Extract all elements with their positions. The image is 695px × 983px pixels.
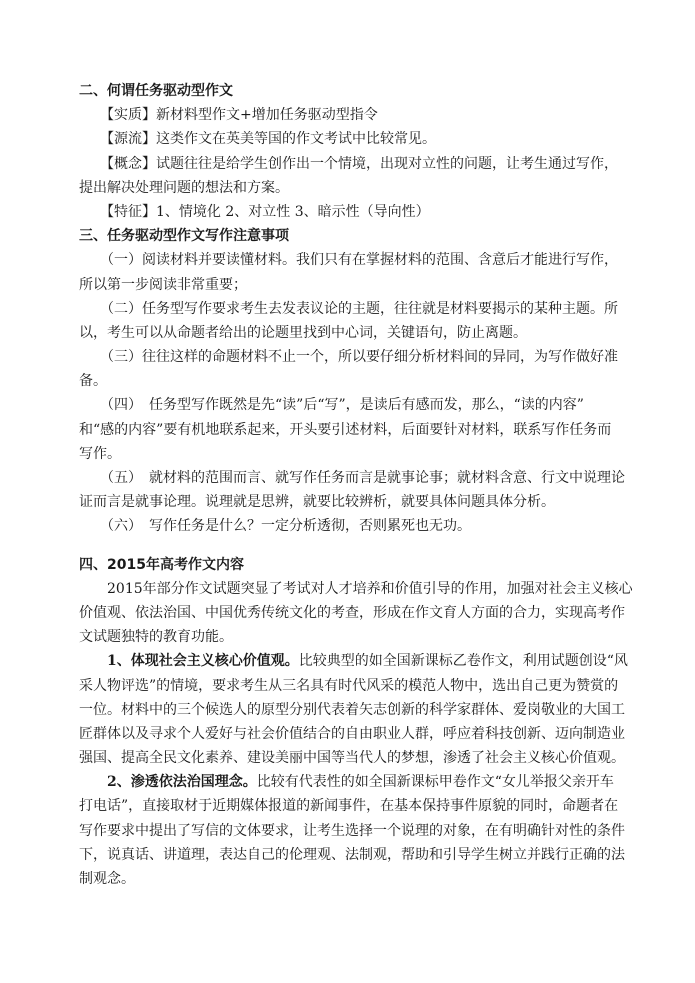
paragraph-line: 2015年部分作文试题突显了考试对人才培养和价值引导的作用，加强对社会主义核心 bbox=[107, 580, 633, 597]
paragraph-line: （三）往往这样的命题材料不止一个，所以要仔细分析材料间的异同，为写作做好准 bbox=[100, 349, 618, 366]
section-heading-3: 三、任务驱动型作文写作注意事项 bbox=[79, 228, 289, 245]
paragraph-line bbox=[79, 649, 628, 673]
paragraph-line: （一）阅读材料并要读懂材料。我们只有在掌握材料的范围、含意后才能进行写作， bbox=[100, 252, 618, 269]
paragraph-line: 打电话”，直接取材于近期媒体报道的新闻事件，在基本保持事件原貌的同时，命题者在 bbox=[79, 798, 619, 815]
paragraph-line: 强国、提高全民文化素养、建设美丽中国等当代人的梦想，渗透了社会主义核心价值观。 bbox=[79, 750, 625, 767]
paragraph-line: 备。 bbox=[79, 373, 107, 390]
definition-line: 【特征】1、情境化 2、对立性 3、暗示性（导向性） bbox=[100, 203, 430, 220]
definition-line: 【源流】这类作文在英美等国的作文考试中比较常见。 bbox=[100, 131, 436, 148]
paragraph-line bbox=[79, 770, 621, 794]
paragraph-line: 证而言是就事论理。说理就是思辨，就要比较辨析，就要具体问题具体分析。 bbox=[79, 494, 555, 511]
paragraph-line: 采人物评选”的情境，要求考生从三名具有时代风采的模范人物中，选出自己更为赞赏的 bbox=[79, 677, 619, 694]
paragraph-line: 写作要求中提出了写信的文体要求，让考生选择一个说理的对象，在有明确针对性的条件 bbox=[79, 822, 625, 839]
paragraph-line: 和“感的内容”要有机地联系起来，开头要引述材料，后面要针对材料，联系写作任务而 bbox=[79, 421, 612, 438]
paragraph-line: 写作。 bbox=[79, 445, 121, 462]
paragraph-line: （四） 任务型写作既然是先“读”后“写”，是读后有感而发，那么，“读的内容” bbox=[100, 397, 584, 414]
point-title-2: 2、渗透依法治国理念。 bbox=[107, 774, 257, 791]
paragraph-line: （二）任务型写作要求考生去发表议论的主题，往往就是材料要揭示的某种主题。所 bbox=[100, 300, 618, 317]
point-title-1: 1、体现社会主义核心价值观。 bbox=[107, 653, 299, 670]
paragraph-line: 文试题独特的教育功能。 bbox=[79, 629, 233, 646]
paragraph-line: 以，考生可以从命题者给出的论题里找到中心词，关键语句，防止离题。 bbox=[79, 324, 527, 341]
paragraph-line: 下，说真话、讲道理，表达自己的伦理观、法制观，帮助和引导学生树立并践行正确的法 bbox=[79, 846, 625, 863]
paragraph-line: 制观念。 bbox=[79, 871, 135, 887]
definition-line: 【概念】试题往往是给学生创作出一个情境，出现对立性的问题，让考生通过写作， bbox=[100, 155, 618, 172]
paragraph-line: 一位。材料中的三个候选人的原型分别代表着矢志创新的科学家群体、爱岗敬业的大国工 bbox=[79, 701, 625, 718]
paragraph-line: 匠群体以及寻求个人爱好与社会价值结合的自由职业人群，呼应着科技创新、迈向制造业 bbox=[79, 725, 625, 742]
section-heading-4: 四、2015年高考作文内容 bbox=[79, 556, 244, 573]
paragraph-line: 所以第一步阅读非常重要； bbox=[79, 276, 247, 293]
definition-line: 【实质】新材料型作文+增加任务驱动型指令 bbox=[100, 107, 378, 124]
section-gap bbox=[79, 539, 621, 553]
paragraph-line: （五） 就材料的范围而言、就写作任务而言是就事论事；就材料含意、行文中说理论 bbox=[100, 470, 625, 486]
point-text: 比较典型的如全国新课标乙卷作文，利用试题创设“风 bbox=[298, 653, 628, 670]
document-body bbox=[79, 79, 633, 891]
definition-line: 提出解决处理问题的想法和方案。 bbox=[79, 179, 289, 196]
paragraph-line: （六） 写作任务是什么？一定分析透彻，否则累死也无功。 bbox=[100, 518, 471, 535]
point-text: 比较有代表性的如全国新课标甲卷作文“女儿举报父亲开车 bbox=[256, 774, 614, 791]
paragraph-line: 价值观、依法治国、中国优秀传统文化的考查，形成在作文育人方面的合力，实现高考作 bbox=[79, 604, 625, 621]
section-heading-2: 二、何谓任务驱动型作文 bbox=[79, 83, 233, 99]
